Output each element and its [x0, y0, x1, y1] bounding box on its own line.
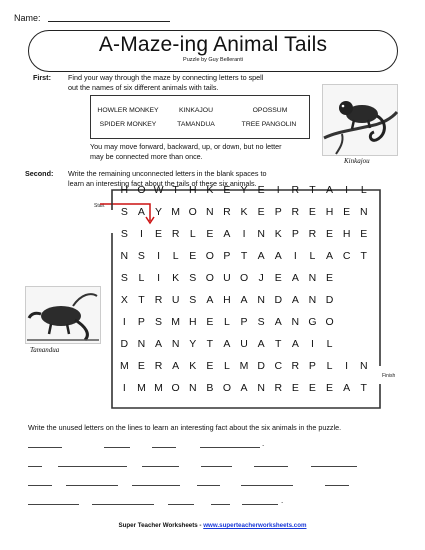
maze-letter: C — [274, 360, 283, 372]
maze-letter: I — [122, 316, 126, 328]
maze-letter: A — [137, 206, 145, 218]
animal-word: TAMANDUA — [177, 121, 215, 128]
answer-blank[interactable] — [132, 485, 180, 486]
answer-blank[interactable] — [92, 504, 154, 505]
maze-letter: D — [325, 294, 334, 306]
answer-blank[interactable] — [152, 447, 176, 448]
maze-letter: E — [326, 382, 334, 394]
maze-letter: L — [224, 316, 230, 328]
maze-letter: P — [240, 316, 248, 328]
maze-letter: N — [308, 294, 317, 306]
footer — [0, 522, 425, 529]
maze-letter: P — [137, 316, 145, 328]
maze-letter: R — [223, 206, 231, 218]
maze-letter: R — [291, 206, 300, 218]
maze-letter: M — [119, 360, 129, 372]
maze-letter: H — [188, 316, 197, 328]
second-instruction-line1: Write the remaining unconnected letters in the blank spaces to — [68, 169, 267, 178]
answer-blank[interactable] — [168, 504, 194, 505]
first-label: First: — [33, 73, 51, 82]
answer-blank[interactable] — [104, 447, 130, 448]
maze-letter: O — [222, 382, 232, 394]
maze-letter: A — [291, 294, 299, 306]
answer-blank[interactable] — [311, 466, 357, 467]
maze-letter: N — [257, 382, 265, 394]
maze-letter: E — [206, 316, 214, 328]
maze-letter: O — [188, 206, 197, 218]
maze-letter: S — [120, 206, 128, 218]
name-label: Name: — [14, 13, 41, 23]
maze-letter: D — [274, 294, 283, 306]
maze-letter: I — [157, 250, 160, 262]
maze-letter: H — [120, 184, 129, 196]
maze-letter: S — [189, 272, 197, 284]
maze-letter: N — [137, 338, 146, 350]
maze-letter: E — [308, 206, 316, 218]
footer-text: Super Teacher Worksheets - — [118, 522, 204, 529]
first-instruction-line1: Find your way through the maze by connecting letters to spell — [68, 73, 264, 82]
answer-blank[interactable] — [211, 504, 230, 505]
maze-letter: J — [258, 272, 264, 284]
maze-letter: M — [239, 360, 249, 372]
answer-blank[interactable] — [201, 466, 232, 467]
maze-letter: A — [206, 294, 214, 306]
maze-letter: M — [154, 382, 163, 394]
maze-letter: R — [308, 228, 317, 240]
maze-letter: E — [326, 228, 334, 240]
answer-blank[interactable] — [28, 447, 62, 448]
maze-letter: N — [291, 316, 300, 328]
maze-letter: T — [360, 250, 367, 262]
maze-letter: Y — [240, 184, 248, 196]
maze-letter: O — [137, 184, 146, 196]
maze-letter: S — [120, 272, 128, 284]
maze-letter: W — [153, 184, 164, 196]
maze-letter: X — [120, 294, 128, 306]
maze-letter: I — [345, 360, 349, 372]
answer-blank[interactable] — [200, 447, 260, 448]
second-label: Second: — [25, 169, 54, 178]
animal-word: OPOSSUM — [252, 107, 288, 114]
maze-letter: A — [326, 250, 334, 262]
maze-letter: G — [308, 316, 317, 328]
answer-blank[interactable] — [28, 485, 52, 486]
maze-letter: P — [291, 228, 299, 240]
maze-letter: A — [257, 338, 265, 350]
maze-letter: N — [257, 294, 265, 306]
maze-letter: A — [291, 338, 299, 350]
maze-letter: K — [240, 206, 248, 218]
maze-letter: L — [326, 338, 333, 350]
maze-letter: A — [240, 294, 248, 306]
maze-letter: L — [309, 250, 316, 262]
maze-letter: I — [310, 338, 314, 350]
maze-letter: E — [274, 272, 282, 284]
maze-letter: I — [345, 184, 349, 196]
maze-letter: S — [155, 316, 163, 328]
answer-blank[interactable] — [28, 466, 42, 467]
answer-blank[interactable] — [58, 466, 127, 467]
maze-letter: D — [257, 360, 265, 372]
maze-letter: T — [275, 338, 282, 350]
maze-letter: R — [154, 360, 163, 372]
maze-letter: L — [360, 184, 367, 196]
maze-letter: N — [257, 228, 265, 240]
answer-blank[interactable] — [242, 504, 278, 505]
maze-letter: A — [274, 316, 282, 328]
maze-letter: T — [172, 184, 179, 196]
maze-letter: S — [257, 316, 265, 328]
maze-letter: I — [276, 184, 280, 196]
maze-letter: B — [206, 382, 214, 394]
maze-letter: N — [359, 206, 368, 218]
maze-letter: N — [120, 250, 129, 262]
page-title: A-Maze-ing Animal Tails — [98, 33, 328, 56]
maze-letter: N — [308, 272, 317, 284]
animal-word: HOWLER MONKEY — [97, 107, 159, 114]
animal-word: TREE PANGOLIN — [241, 121, 297, 128]
maze-letter: T — [240, 250, 248, 262]
maze-letter: H — [342, 228, 351, 240]
sentence-period: . — [281, 496, 284, 505]
maze-letter: A — [291, 272, 299, 284]
maze-letter: N — [206, 206, 214, 218]
animal-word: KINKAJOU — [179, 107, 213, 114]
maze-letter: A — [240, 382, 248, 394]
maze-letter: U — [171, 294, 180, 306]
maze-letter: H — [223, 294, 231, 306]
maze-letter: T — [360, 382, 367, 394]
maze-letter: K — [172, 272, 180, 284]
start-label: Start — [94, 203, 105, 209]
maze-letter: A — [223, 228, 231, 240]
bottom-instruction: Write the unused letters on the lines to learn an interesting fact about the six animals in the puzzle. — [28, 423, 342, 432]
maze-letter: E — [155, 228, 163, 240]
maze-letter: K — [274, 228, 282, 240]
maze-letter: A — [326, 184, 334, 196]
answer-blank[interactable] — [254, 466, 288, 467]
maze-letter: O — [171, 382, 180, 394]
maze-letter: S — [189, 294, 197, 306]
maze-letter: A — [223, 338, 231, 350]
maze-letter: A — [155, 338, 163, 350]
maze-letter: T — [309, 184, 316, 196]
maze-letter: K — [206, 184, 214, 196]
maze-letter: L — [326, 360, 333, 372]
maze-letter: A — [257, 250, 265, 262]
maze-letter: R — [171, 228, 180, 240]
maze-letter: L — [189, 228, 196, 240]
maze-letter: R — [291, 360, 300, 372]
maze-letter: M — [171, 206, 181, 218]
maze-letter: L — [138, 272, 145, 284]
maze-letter: E — [206, 360, 214, 372]
maze-letter: A — [172, 360, 180, 372]
maze-letter: I — [293, 250, 297, 262]
maze-letter: U — [223, 272, 231, 284]
maze-letter: H — [188, 184, 197, 196]
first-instruction-line2: out the names of six different animals with tails. — [68, 82, 219, 92]
byline: Puzzle by Guy Belleranti — [183, 57, 243, 63]
maze-letter: R — [154, 294, 163, 306]
answer-blank[interactable] — [66, 485, 118, 486]
maze-letter: D — [120, 338, 129, 350]
maze-letter: O — [205, 272, 214, 284]
maze-letter: Y — [189, 338, 197, 350]
maze-letter: E — [189, 250, 197, 262]
answer-blank[interactable] — [28, 504, 79, 505]
answer-blank[interactable] — [197, 485, 220, 486]
maze-letter: M — [171, 316, 181, 328]
answer-blank[interactable] — [142, 466, 179, 467]
kinkajou-caption: Kinkajou — [344, 157, 370, 165]
maze-letter: N — [188, 382, 197, 394]
maze-letter: A — [343, 382, 351, 394]
first-note-line2: may be connected more than once. — [90, 151, 203, 161]
maze-letter: E — [308, 382, 316, 394]
maze-letter: I — [242, 228, 246, 240]
sentence-period: . — [262, 439, 265, 448]
maze-letter: O — [205, 250, 214, 262]
maze-letter: I — [157, 272, 160, 284]
maze-letter: E — [206, 228, 214, 240]
maze-letter: N — [171, 338, 180, 350]
answer-blank[interactable] — [241, 485, 293, 486]
maze-letter: S — [137, 250, 145, 262]
maze-letter: P — [223, 250, 231, 262]
maze-letter: E — [291, 382, 299, 394]
maze-letter: M — [137, 382, 146, 394]
footer-link[interactable]: www.superteacherworksheets.com — [203, 522, 307, 529]
maze-letter: N — [359, 360, 368, 372]
maze-letter: K — [189, 360, 197, 372]
maze-letter: P — [274, 206, 282, 218]
maze-letter: P — [308, 360, 316, 372]
maze-letter: E — [257, 206, 265, 218]
maze-letter: H — [325, 206, 334, 218]
maze-letter: L — [172, 250, 179, 262]
maze-letter: Y — [155, 206, 163, 218]
maze-letter: T — [138, 294, 145, 306]
second-instruction-line2: learn an interesting fact about the tails of these six animals. — [68, 178, 257, 188]
maze-letter: L — [224, 360, 230, 372]
finish-label: Finish — [382, 373, 396, 379]
maze-letter: E — [343, 206, 351, 218]
maze-letter: I — [139, 228, 143, 240]
maze-letter: E — [257, 184, 265, 196]
maze-letter: E — [137, 360, 145, 372]
maze-letter: C — [342, 250, 351, 262]
first-note-line1: You may move forward, backward, up, or down, but no letter — [90, 142, 282, 151]
maze-letter: T — [206, 338, 214, 350]
maze-letter: E — [223, 184, 231, 196]
maze-letter: S — [120, 228, 128, 240]
answer-blank[interactable] — [325, 485, 349, 486]
maze-letter: U — [240, 338, 248, 350]
maze-letter: R — [291, 184, 300, 196]
maze-letter: O — [239, 272, 249, 284]
maze-letter: R — [274, 382, 283, 394]
maze-letter: E — [360, 228, 368, 240]
maze-letter: E — [326, 272, 334, 284]
maze-letter: A — [274, 250, 282, 262]
maze-letter: I — [122, 382, 126, 394]
tamandua-caption: Tamandua — [30, 346, 60, 354]
animal-word: SPIDER MONKEY — [99, 121, 157, 128]
maze-letter: O — [325, 316, 334, 328]
